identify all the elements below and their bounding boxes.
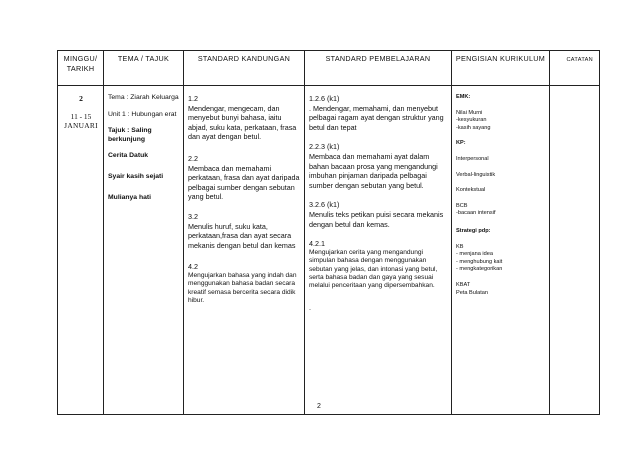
sp-3-code: 3.2.6 (k1)	[309, 200, 340, 210]
sk-1-text: Mendengar, mengecam, dan menyebut bunyi bahasa, iaitu abjad, suku kata, perkataan, frasa dan ayat dengan betul.	[188, 103, 297, 142]
strategi-heading: Strategi pdp:	[456, 227, 491, 234]
sp-1-text: . Mendengar, memahami, dan menyebut pelbagai ragam ayat dengan struktur yang betul dan tepat	[309, 103, 444, 132]
sp-1-code: 1.2.6 (k1)	[309, 94, 340, 103]
sk-4-code: 4.2	[188, 262, 198, 272]
sp-4-text: Mengujarkan cerita yang mengandungi simpulan bahasa dengan menggunakan sebutan yang jelas, dan intonasi yang betul, serta bahasa badan dan gaya yang sesuai melalui penceritaan yang dipersembahkan.	[309, 248, 438, 290]
header-standard-pembelajaran: STANDARD PEMBELAJARAN	[305, 51, 452, 86]
catatan-cell	[550, 86, 600, 415]
standard-pembelajaran-cell	[305, 86, 452, 415]
sk-4-text: Mengujarkan bahasa yang indah dan menggunakan bahasa badan secara kreatif semasa bercerita secara didik hibur.	[188, 271, 297, 305]
tema-label: Tema : Ziarah Keluarga	[108, 94, 179, 101]
verbal-linguistik: Verbal-linguistik	[456, 171, 496, 178]
pengisian-kurikulum-cell	[452, 86, 550, 415]
table-row	[58, 86, 600, 415]
standard-kandungan-cell	[184, 86, 305, 415]
nilai-murni: Nilai Murni	[456, 109, 483, 116]
kasih-sayang: -kasih sayang	[456, 124, 491, 131]
sk-3-text: Menulis huruf, suku kata, perkataan,frasa dan ayat secara mekanis dengan betul dan kemas	[188, 221, 296, 250]
tajuk-label: Tajuk : Saling berkunjung	[108, 127, 152, 143]
sk-2-code: 2.2	[188, 153, 198, 163]
header-tema: TEMA / TAJUK	[104, 51, 184, 86]
page-number: 2	[317, 403, 321, 410]
peta-bulatan: Peta Bulatan	[456, 289, 489, 296]
tema-cell	[104, 86, 184, 415]
header-catatan: CATATAN	[550, 51, 600, 86]
sp-dot: .	[309, 302, 311, 312]
unit-label: Unit 1 : Hubungan erat	[108, 110, 177, 118]
bcb-heading: BCB	[456, 202, 468, 209]
lesson-plan-table	[57, 50, 600, 415]
sk-3-code: 3.2	[188, 211, 198, 221]
kontekstual: Kontekstual	[456, 187, 486, 194]
sp-2-code: 2.2.3 (k1)	[309, 142, 340, 152]
sk-2-text: Membaca dan memahami perkataan, frasa dan ayat daripada pelbagai sumber dengan sebutan yang betul.	[188, 163, 300, 202]
header-minggu: MINGGU/ TARIKH	[58, 51, 104, 86]
subtopic-syair: Syair kasih sejati	[108, 172, 164, 180]
minggu-cell	[58, 86, 104, 415]
interpersonal: Interpersonal	[456, 155, 489, 162]
subtopic-cerita: Cerita Datuk	[108, 152, 149, 160]
menjana-idea: - menjana idea	[456, 251, 494, 258]
header-pengisian-kurikulum: PENGISIAN KURIKULUM	[452, 51, 550, 86]
week-dates: 11 - 15	[70, 111, 92, 121]
kp-heading: KP:	[456, 140, 466, 147]
header-row	[58, 51, 600, 86]
mengkategorikan: - mengkategorikan	[456, 266, 503, 273]
bacaan-intensif: -bacaan intensif	[456, 210, 496, 217]
header-standard-kandungan: STANDARD KANDUNGAN	[184, 51, 305, 86]
emk-heading: EMK:	[456, 94, 471, 100]
week-number: 2	[79, 94, 83, 103]
sp-3-text: Menulis teks petikan puisi secara mekanis dengan betul dan kemas.	[309, 209, 444, 229]
kb-heading: KB	[456, 243, 464, 250]
sk-1-code: 1.2	[188, 94, 198, 103]
menghubung-kait: - menghubung kait	[456, 258, 503, 265]
kbat-heading: KBAT	[456, 281, 471, 288]
sp-2-text: Membaca dan memahami ayat dalam bahan bacaan prosa yang mengandungi imbuhan pinjaman daripada pelbagai sumber dengan sebutan yang betul.	[309, 151, 438, 190]
subtopic-mulianya: Mulianya hati	[108, 193, 152, 201]
sp-4-code: 4.2.1	[309, 239, 325, 249]
week-month: JANUARI	[64, 121, 98, 131]
kesyukuran: -kesyukuran	[456, 117, 487, 124]
